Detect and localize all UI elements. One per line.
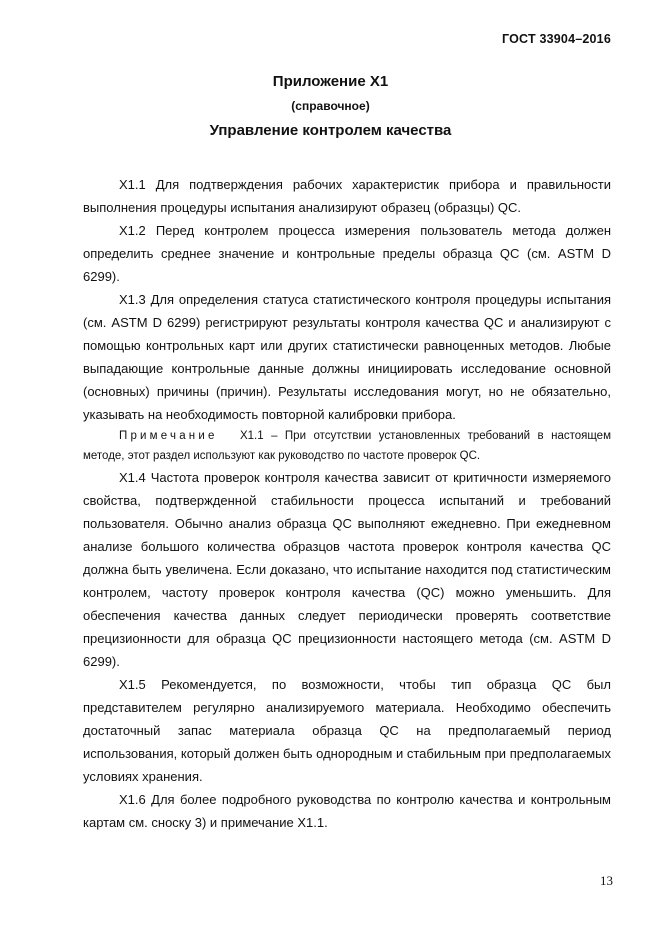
paragraph-x1-5: Х1.5 Рекомендуется, по возможности, чтобы тип образца QC был представителем регулярно анализируемого материала. Необходимо обеспечить достаточный запас материала образца QC на предполагаемый период использования, который должен быть однородным и стабильным при предполагаемых условиях хранения. [83,677,611,784]
note [83,426,611,466]
document-body [83,173,611,834]
note-text: Х1.1 – При отсутствии установленных требований в настоящем методе, этот раздел используют как руководство по частоте проверок QC. [83,430,611,462]
paragraph-x1-6: Х1.6 Для более подробного руководства по контролю качества и контрольным картам см. сноску 3) и примечание Х1.1. [83,792,611,830]
paragraph-x1-3: Х1.3 Для определения статуса статистического контроля процедуры испытания (см. ASTM D 6299) регистрируют результаты контроля качества QC и анализируют с помощью контрольных карт или других статистически равноценных методов. Любые выпадающие контрольные данные должны инициировать исследование основной (основных) причины (причин). Результаты исследования могут, но не обязательно, указывать на необходимость повторной калибровки прибора. [83,292,611,422]
appendix-status: (справочное) [291,99,370,113]
appendix-heading: Управление контролем качества [209,122,452,139]
paragraph-x1-1: Х1.1 Для подтверждения рабочих характеристик прибора и правильности выполнения процедуры испытания анализируют образец (образцы) QC. [83,177,611,215]
paragraph-x1-2: Х1.2 Перед контролем процесса измерения пользователь метода должен определить среднее значение и контрольные пределы образца QC (см. ASTM D 6299). [83,223,611,284]
paragraph-x1-4: Х1.4 Частота проверок контроля качества зависит от критичности измеряемого свойства, подтвержденной стабильности процесса испытаний и требований пользователя. Обычно анализ образца QC выполняют ежедневно. При ежедневном анализе большого количества образцов частота проверок контроля качества QC должна быть увеличена. Если доказано, что испытание находится под статистическим контролем, частоту проверок контроля качества (QC) можно уменьшить. Для обеспечения качества данных следует периодически проверять соответствие прецизионности для образца QC прецизионности настоящего метода (см. ASTM D 6299). [83,470,611,669]
page-number: 13 [600,873,613,888]
page-header-standard-code: ГОСТ 33904–2016 [502,32,611,46]
appendix-title: Приложение Х1 [272,73,389,90]
note-label: Примечание [119,430,218,442]
